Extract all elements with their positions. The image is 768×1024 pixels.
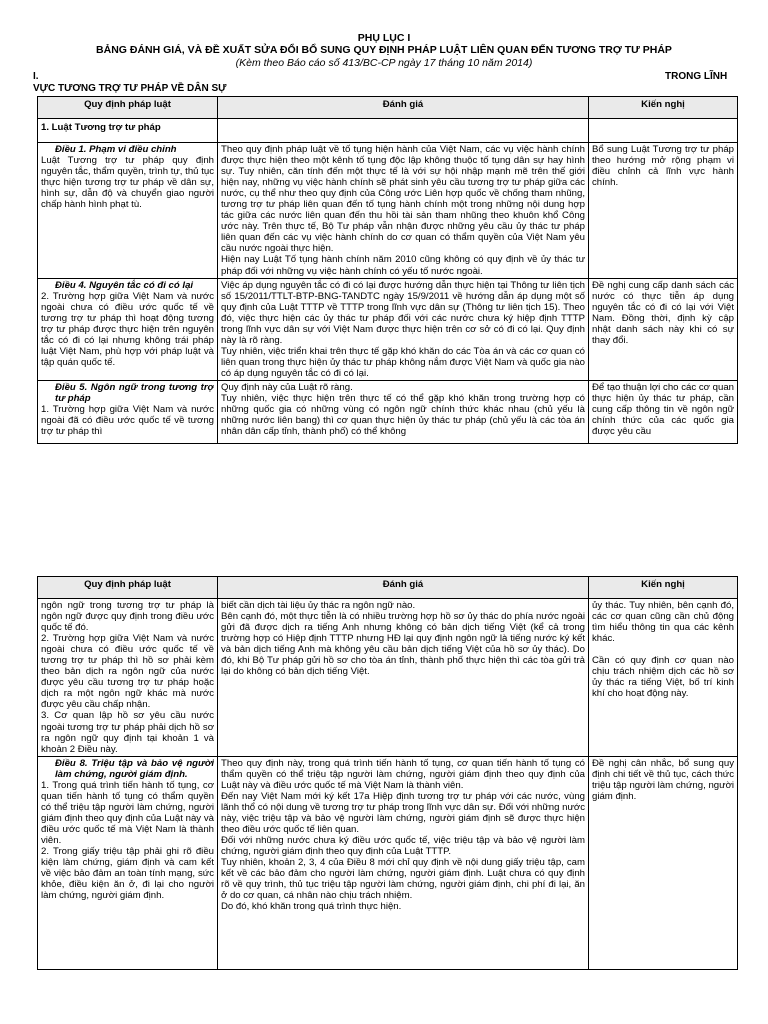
group-label: [38, 119, 218, 143]
recommendation-text: Để tạo thuận lợi cho các cơ quan thực hiện ủy thác tư pháp, cần cung cấp thông tin về ngôn ngữ chính thức của các quốc gia được yêu cầu: [592, 381, 734, 438]
assessment-text: Do đó, khó khăn trong quá trình thực hiện.: [221, 901, 402, 913]
table-row: [38, 599, 738, 757]
section-heading-right: TRONG LĨNH: [665, 71, 728, 82]
table-header-row: [38, 97, 738, 119]
assessment-cell: [218, 380, 589, 443]
assessment-text: Việc áp dụng nguyên tắc có đi có lại được hướng dẫn thực hiện tại Thông tư liên tịch số 15/2011/TTLT-BTP-BNG-TANDTC ngày 15/9/2011 về hướng dẫn áp dụng một số quy định của Luật TTTP về TTTP trong lĩnh vực dân sự (Thông tư liên tịch 15). Theo đó, việc thực hiện các ủy thác tư pháp đối với các nước chưa ký hiệp định TTTP trong lĩnh vực dân sự với Việt Nam được thực hiện trên cơ sở có đi có lại. Quy định này là rõ ràng.: [221, 279, 585, 346]
assessment-text: Bên cạnh đó, một thực tiễn là có nhiều trường hợp hồ sơ ủy thác do phía nước ngoài gửi đã được dịch ra tiếng Anh nhưng không có bản dịch tiếng Việt (kể cả trong trường hợp có Hiệp định TTTP nhưng HĐ lại quy định ngôn ngữ là tiếng nước ký kết và bản dịch tiếng Anh mà không yêu cầu bản dịch tiếng Việt của hồ sơ ủy thác). Do đó, khi Bộ Tư pháp gửi hồ sơ cho tòa án tỉnh, thành phố thực hiện thì các tòa gửi trả lại do không có bản dịch tiếng Việt.: [221, 611, 585, 678]
table-row: [38, 380, 738, 443]
regulation-cell: [38, 143, 218, 279]
article-title: Điều 5. Ngôn ngữ trong tương trợ tư pháp: [55, 381, 214, 405]
article-title: Điều 4. Nguyên tắc có đi có lại: [55, 279, 194, 291]
group-label-text: 1. Luật Tương trợ tư pháp: [41, 122, 161, 133]
article-text: 2. Trong giấy triệu tập phải ghi rõ điều kiện làm chứng, giám định và cam kết về việc bảo đảm an toàn tính mạng, sức khỏe, điều kiện ăn ở, đi lại cho người làm chứng, người giám định.: [41, 846, 214, 902]
assessment-text: biết cần dịch tài liệu ủy thác ra ngôn ngữ nào.: [221, 600, 416, 611]
article-text: 2. Trường hợp giữa Việt Nam và nước ngoài chưa có điều ước quốc tế về tương trợ tư pháp thì hồ sơ phải kèm theo bản dịch ra ngôn ngữ của nước được yêu cầu tương trợ tư pháp hoặc dịch ra một ngôn ngữ khác mà nước được yêu cầu chấp nhận.: [41, 633, 214, 711]
assessment-text: Đến nay Việt Nam mới ký kết 17a Hiệp định tương trợ tư pháp với các nước, vùng lãnh thổ có nội dung về tương trợ tư pháp trong lĩnh vực dân sự. Đối với những nước này, việc triệu tập và bảo vệ người làm chứng, người giám định sẽ được thực hiện theo điều ước quốc tế liên quan.: [221, 790, 585, 835]
recommendation-text: Bổ sung Luật Tương trợ tư pháp theo hướng mở rộng phạm vi điều chỉnh cả lĩnh vực hành chính.: [592, 144, 734, 189]
group-row: [38, 119, 738, 143]
article-text: 1. Trong quá trình tiến hành tố tụng, cơ quan tiến hành tố tụng có thẩm quyền có thể triệu tập người làm chứng, người giám định theo quy định của Luật này và điều ước quốc tế mà Việt Nam là thành viên.: [41, 779, 214, 846]
table-row: [38, 278, 738, 380]
assessment-text: Tuy nhiên, việc thực hiện trên thực tế có thể gặp khó khăn trong trường hợp có những quốc gia có những vùng có ngôn ngữ chính thức khác nhau (chủ yếu là những nước liên bang) thì cơ quan thực hiện ủy thác tư pháp (chủ yếu là các tòa án nhân dân cấp tỉnh, thành phố) có thể không: [221, 393, 585, 438]
recommendation-cell: [589, 143, 738, 279]
assessment-text: Theo quy định pháp luật về tố tụng hiện hành của Việt Nam, các vụ việc hành chính được thực hiện theo một kênh tố tụng độc lập không thuộc tố tụng dân sự hay hình sự. Tuy nhiên, căn tính đến một thực tế là với sự hội nhập mạnh mẽ trên thế giới hiện nay, những vụ việc hành chính sẽ phát sinh yêu cầu tương trợ tư pháp giữa các nước, cụ thể như theo quy định của Công ước Liên hợp quốc về chống tham nhũng, tương trợ tư pháp liên quan đến tố tụng hành chính một trong những nội dung hợp tác giữa các nước liên quan đến thu hồi tài sản tham nhũng theo khuôn khổ Công ước này. Trên thực tế, Bộ Tư pháp vẫn nhận được những yêu cầu ủy thác tư pháp liên quan đến các vụ việc hành chính do cơ quan có thẩm quyền của Việt Nam yêu cầu nước ngoài thực hiện.: [221, 144, 585, 255]
recommendation-text: Đề nghị cung cấp danh sách các nước có thực tiễn áp dụng nguyên tắc có đi có lại với Việt Nam. Đồng thời, định kỳ cập nhật danh sách này khi có sự thay đổi.: [592, 279, 734, 346]
assessment-cell: [218, 143, 589, 279]
document-title: PHỤ LỤC I: [357, 32, 411, 44]
article-text: 1. Trường hợp giữa Việt Nam và nước ngoài đã có điều ước quốc tế về tương trợ tư pháp thì: [41, 404, 214, 438]
empty-cell: [589, 119, 738, 143]
recommendation-text: Cần có quy định cơ quan nào chịu trách nhiệm dịch các hồ sơ ủy thác ra tiếng Việt, bố trí kinh khí cho hoạt động này.: [592, 655, 734, 700]
table-row: [38, 143, 738, 279]
column-header-regulation: Quy định pháp luật: [38, 97, 218, 119]
recommendation-text: ủy thác. Tuy nhiên, bên cạnh đó, các cơ quan cũng cần chủ động tìm hiểu thông tin qua các kênh khác.: [592, 600, 734, 645]
assessment-table-2: [37, 576, 738, 970]
recommendation-text: Đề nghị cân nhắc, bổ sung quy định chi tiết về thủ tục, cách thức triệu tập người làm chứng, người giám định.: [592, 757, 734, 802]
section-heading-left: VỰC TƯƠNG TRỢ TƯ PHÁP VỀ DÂN SỰ: [33, 83, 227, 94]
document-note: (Kèm theo Báo cáo số 413/BC-CP ngày 17 tháng 10 năm 2014): [235, 57, 533, 69]
assessment-text: Theo quy định này, trong quá trình tiến hành tố tụng, cơ quan tiến hành tố tụng có thẩm quyền có thể triệu tập người làm chứng, người giám định theo quy định của Luật này và điều ước quốc tế mà Việt Nam là thành viên.: [221, 757, 585, 791]
column-header-recommendation: Kiến nghị: [589, 577, 738, 599]
empty-cell: [218, 119, 589, 143]
table-header-row: [38, 577, 738, 599]
document-subtitle: BẢNG ĐÁNH GIÁ, VÀ ĐỀ XUẤT SỬA ĐỔI BỔ SUNG QUY ĐỊNH PHÁP LUẬT LIÊN QUAN ĐẾN TƯƠNG TRỢ TƯ PHÁP: [96, 44, 672, 56]
assessment-cell: [218, 278, 589, 380]
regulation-cell: [38, 380, 218, 443]
recommendation-cell: [589, 756, 738, 969]
article-text: 2. Trường hợp giữa Việt Nam và nước ngoài chưa có điều ước quốc tế về tương trợ tư pháp thì hoạt động tương trợ tư pháp được thực hiện trên nguyên tắc có đi có lại nhưng không trái pháp luật Việt Nam, phù hợp với pháp luật và tập quán quốc tế.: [41, 290, 214, 368]
regulation-cell: [38, 599, 218, 757]
assessment-text: Quy định này của Luật rõ ràng.: [221, 381, 353, 393]
assessment-text: Tuy nhiên, việc triển khai trên thực tế gặp khó khăn do các Tòa án và các cơ quan có liên quan trong thực hiện ủy thác tư pháp không nắm được Việt Nam và quốc gia nào có áp dụng nguyên tắc có đi có lại.: [221, 345, 585, 379]
table-row: [38, 756, 738, 969]
assessment-text: Hiện nay Luật Tố tụng hành chính năm 2010 cũng không có quy định về ủy thác tư pháp đối với những vụ việc hành chính có yếu tố nước ngoài.: [221, 254, 585, 277]
assessment-text: Tuy nhiên, khoản 2, 3, 4 của Điều 8 mới chỉ quy định về nội dung giấy triệu tập, cam kết về các bảo đảm cho người làm chứng, người giám định. Luật chưa có quy định rõ về quy trình, thủ tục triệu tập người làm chứng, người giám định, chi phí đi lại, ăn ở do cơ quan, cá nhân nào chịu trách nhiệm.: [221, 857, 585, 902]
article-text: Luật Tương trợ tư pháp quy định nguyên tắc, thẩm quyền, trình tự, thủ tục thực hiện tương trợ tư pháp về dân sự, hình sự, dẫn độ và chuyển giao người chấp hành hình phạt tù.: [41, 155, 214, 211]
column-header-recommendation: Kiến nghị: [589, 97, 738, 119]
regulation-cell: [38, 756, 218, 969]
assessment-cell: [218, 599, 589, 757]
regulation-cell: [38, 278, 218, 380]
article-title: Điều 1. Phạm vi điều chỉnh: [55, 144, 177, 155]
article-text: 3. Cơ quan lập hồ sơ yêu cầu nước ngoài tương trợ tư pháp phải dịch hồ sơ ra ngôn ngữ quy định tại khoản 1 và khoản 2 Điều này.: [41, 710, 214, 755]
column-header-assessment: Đánh giá: [218, 97, 589, 119]
article-title: Điều 8. Triệu tập và bảo vệ người làm chứng, người giám định.: [55, 757, 214, 780]
assessment-cell: [218, 756, 589, 969]
assessment-text: Đối với những nước chưa ký điều ước quốc tế, việc triệu tập và bảo vệ người làm chứng, người giám định theo quy định của Luật TTTP.: [221, 834, 585, 858]
section-number: I.: [33, 71, 39, 82]
article-text: ngôn ngữ trong tương trợ tư pháp là ngôn ngữ được quy định trong điều ước quốc tế đó.: [41, 600, 214, 634]
recommendation-cell: [589, 599, 738, 757]
recommendation-cell: [589, 278, 738, 380]
recommendation-cell: [589, 380, 738, 443]
column-header-assessment: Đánh giá: [218, 577, 589, 599]
assessment-table-1: [37, 96, 738, 444]
column-header-regulation: Quy định pháp luật: [38, 577, 218, 599]
